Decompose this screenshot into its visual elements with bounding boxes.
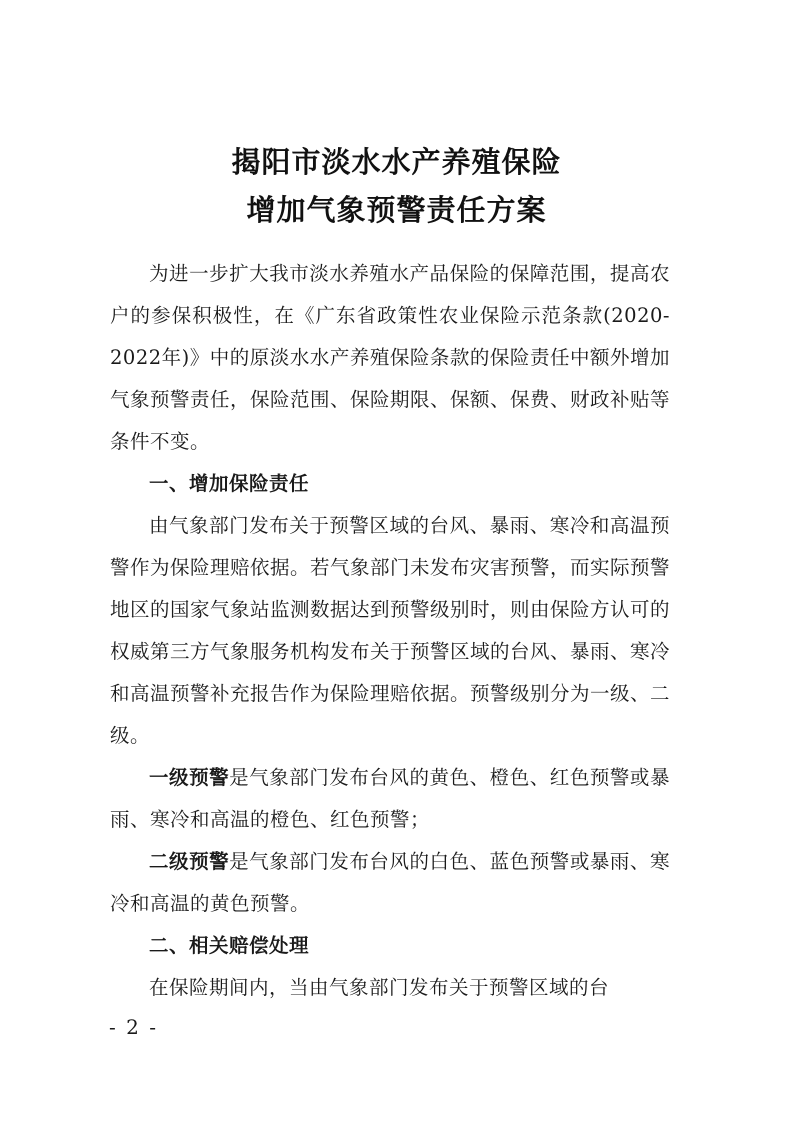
document-title-line1: 揭阳市淡水水产养殖保险 <box>231 145 562 179</box>
section1-heading: 一、增加保险责任 <box>149 472 310 495</box>
level2-text: 是气象部门发布台风的白色、蓝色预警或暴雨、寒冷和高温的黄色预警。 <box>110 850 670 915</box>
section2-paragraph: 在保险期间内，当由气象部门发布关于预警区域的台 <box>149 976 610 999</box>
intro-paragraph: 为进一步扩大我市淡水养殖水产品保险的保障范围，提高农户的参保积极性，在《广东省政策性农业保险示范条款(2020-2022年)》中的原淡水水产养殖保险条款的保险责任中额外增加气象预警责任，保险范围、保险期限、保额、保费、财政补贴等条件不变。 <box>110 262 671 453</box>
section1-paragraph: 由气象部门发布关于预警区域的台风、暴雨、寒冷和高温预警作为保险理赔依据。若气象部门未发布灾害预警，而实际预警地区的国家气象站监测数据达到预警级别时，则由保险方认可的权威第三方气象服务机构发布关于预警区域的台风、暴雨、寒冷和高温预警补充报告作为保险理赔依据。预警级别分为一级、二级。 <box>110 514 671 747</box>
document-body <box>110 253 670 1009</box>
document-title-line2: 增加气象预警责任方案 <box>246 193 547 227</box>
section2-heading: 二、相关赔偿处理 <box>149 934 310 957</box>
level2-label: 二级预警 <box>149 850 230 873</box>
level1-label: 一级预警 <box>149 766 230 789</box>
level1-text: 是气象部门发布台风的黄色、橙色、红色预警或暴雨、寒冷和高温的橙色、红色预警； <box>110 766 670 831</box>
page-number: - 2 - <box>109 1015 158 1039</box>
level2-paragraph <box>110 841 670 925</box>
level1-paragraph <box>110 757 670 841</box>
